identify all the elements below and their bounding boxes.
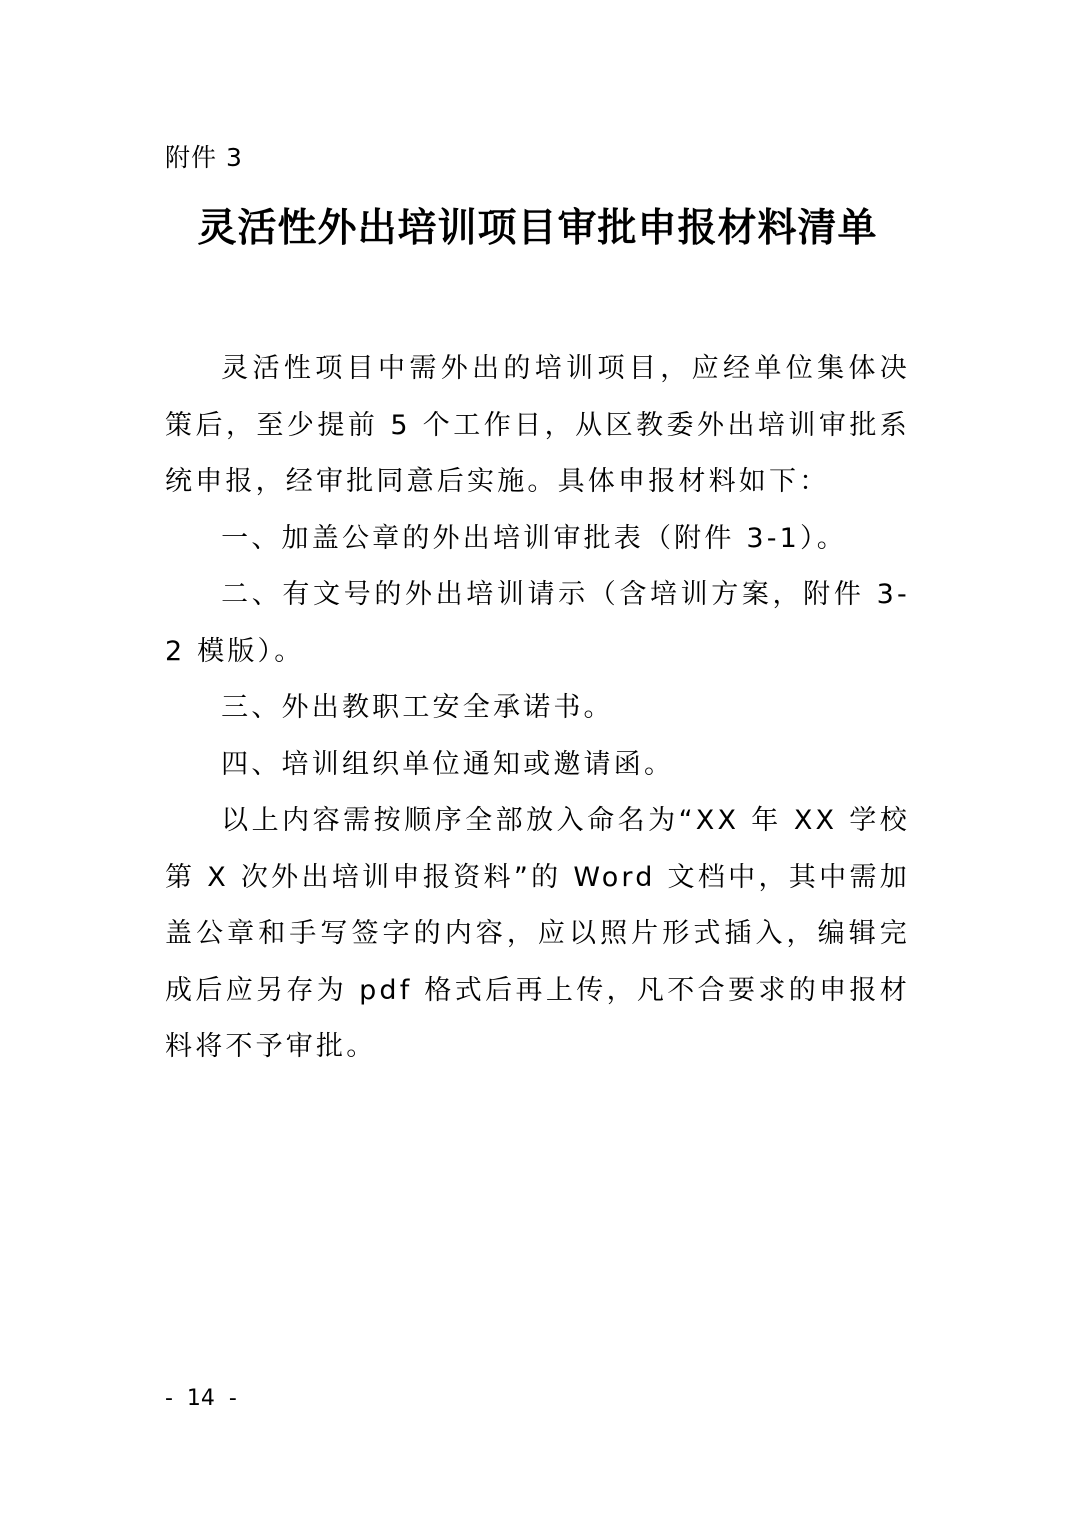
- document-title: 灵活性外出培训项目审批申报材料清单: [197, 205, 878, 251]
- item-paragraph-4: 四、培训组织单位通知或邀请函。: [221, 748, 675, 780]
- closing-paragraph: 以上内容需按顺序全部放入命名为“XX 年 XX 学校第 X 次外出培训申报资料”的 Word 文档中，其中需加盖公章和手写签字的内容，应以照片形式插入，编辑完成后应另存为 pdf 格式后再上传，凡不合要求的申报材料将不予审批。: [165, 805, 910, 1062]
- intro-paragraph: 灵活性项目中需外出的培训项目，应经单位集体决策后，至少提前 5 个工作日，从区教委外出培训审批系统申报，经审批同意后实施。具体申报材料如下：: [165, 353, 910, 497]
- item-paragraph-3: 三、外出教职工安全承诺书。: [221, 692, 614, 723]
- item-paragraph-1: 一、加盖公章的外出培训审批表（附件 3-1）。: [221, 522, 847, 554]
- page-number: - 14 -: [165, 1386, 237, 1411]
- attachment-label: 附件 3: [165, 143, 243, 172]
- item-paragraph-2: 二、有文号的外出培训请示（含培训方案，附件 3-2 模版）。: [165, 579, 910, 667]
- document-body: [165, 341, 910, 1076]
